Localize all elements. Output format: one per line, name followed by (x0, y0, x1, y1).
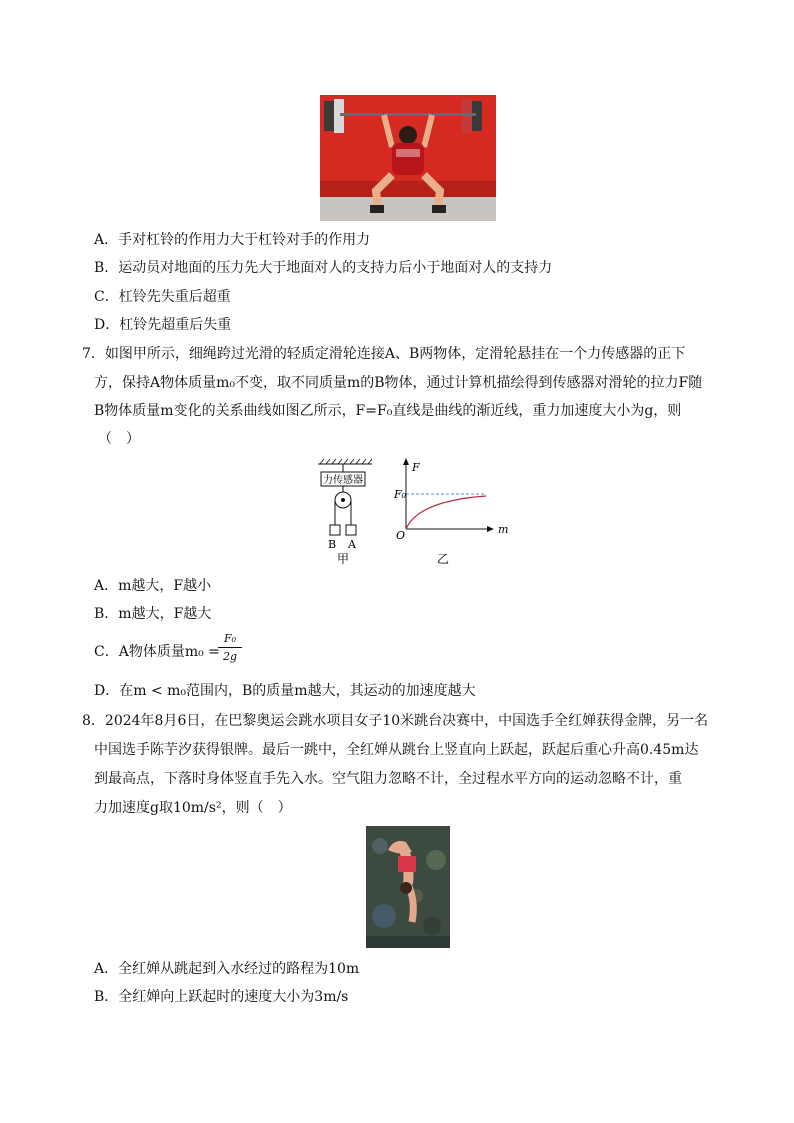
label-b: B (327, 538, 337, 551)
q7-stem-line-2: 方，保持A物体质量m₀不变，取不同质量m的B物体，通过计算机描绘得到传感器对滑轮的拉力F随 (94, 375, 703, 391)
caption-yi: 乙 (436, 552, 450, 566)
q7-option-c: C．A物体质量m₀ = (94, 644, 220, 660)
q7-option-b: B．m越大，F越大 (94, 606, 212, 622)
f0-label: F₀ (394, 488, 407, 501)
q8-option-b: B．全红婵向上跃起时的速度大小为3m/s (94, 989, 349, 1005)
q8-option-a: A．全红婵从跳起到入水经过的路程为10m (94, 961, 360, 977)
q6-option-a: A．手对杠铃的作用力大于杠铃对手的作用力 (94, 232, 371, 248)
q7-stem-line-3: B物体质量m变化的关系曲线如图乙所示，F=F₀直线是曲线的渐近线，重力加速度大小为g，则 (94, 403, 682, 419)
axis-m-label: m (498, 523, 509, 536)
fraction-denominator: 2g (222, 650, 238, 663)
q6-option-c: C．杠铃先失重后超重 (94, 289, 231, 305)
weightlifter-photo (320, 95, 496, 221)
diver-photo (366, 826, 450, 948)
caption-jia: 甲 (336, 552, 350, 566)
q7-option-c-fraction (218, 632, 242, 668)
q7-option-a: A．m越大，F越小 (94, 578, 212, 594)
q6-option-d: D．杠铃先超重后失重 (94, 317, 232, 333)
q8-stem-line-3: 到最高点，下落时身体竖直手先入水。空气阻力忽略不计，全过程水平方向的运动忽略不计，重 (94, 771, 682, 787)
q7-option-d: D．在m < m₀范围内，B的质量m越大，其运动的加速度越大 (94, 683, 476, 699)
block-a (346, 525, 356, 535)
f-m-curve (406, 496, 486, 529)
axis-f-label: F (412, 461, 420, 474)
origin-label: O (396, 529, 406, 542)
force-sensor-label: 力传感器 (323, 475, 363, 486)
q7-figure (310, 455, 510, 570)
q7-stem-line-1: 7．如图甲所示，细绳跨过光滑的轻质定滑轮连接A、B两物体，定滑轮悬挂在一个力传感器的正下 (82, 346, 686, 362)
fraction-numerator: F₀ (218, 632, 242, 648)
q6-option-b: B．运动员对地面的压力先大于地面对人的支持力后小于地面对人的支持力 (94, 260, 553, 276)
q8-stem-line-1: 8．2024年8月6日，在巴黎奥运会跳水项目女子10米跳台决赛中，中国选手全红婵获得金牌，另一名 (82, 713, 709, 729)
block-b (330, 525, 340, 535)
q7-stem-line-4: （ ） (98, 431, 140, 447)
label-a: A (348, 538, 356, 551)
q8-stem-line-4: 力加速度g取10m/s²，则（ ） (94, 800, 292, 816)
q8-stem-line-2: 中国选手陈芋汐获得银牌。最后一跳中，全红婵从跳台上竖直向上跃起，跃起后重心升高0.45m达 (94, 742, 699, 758)
